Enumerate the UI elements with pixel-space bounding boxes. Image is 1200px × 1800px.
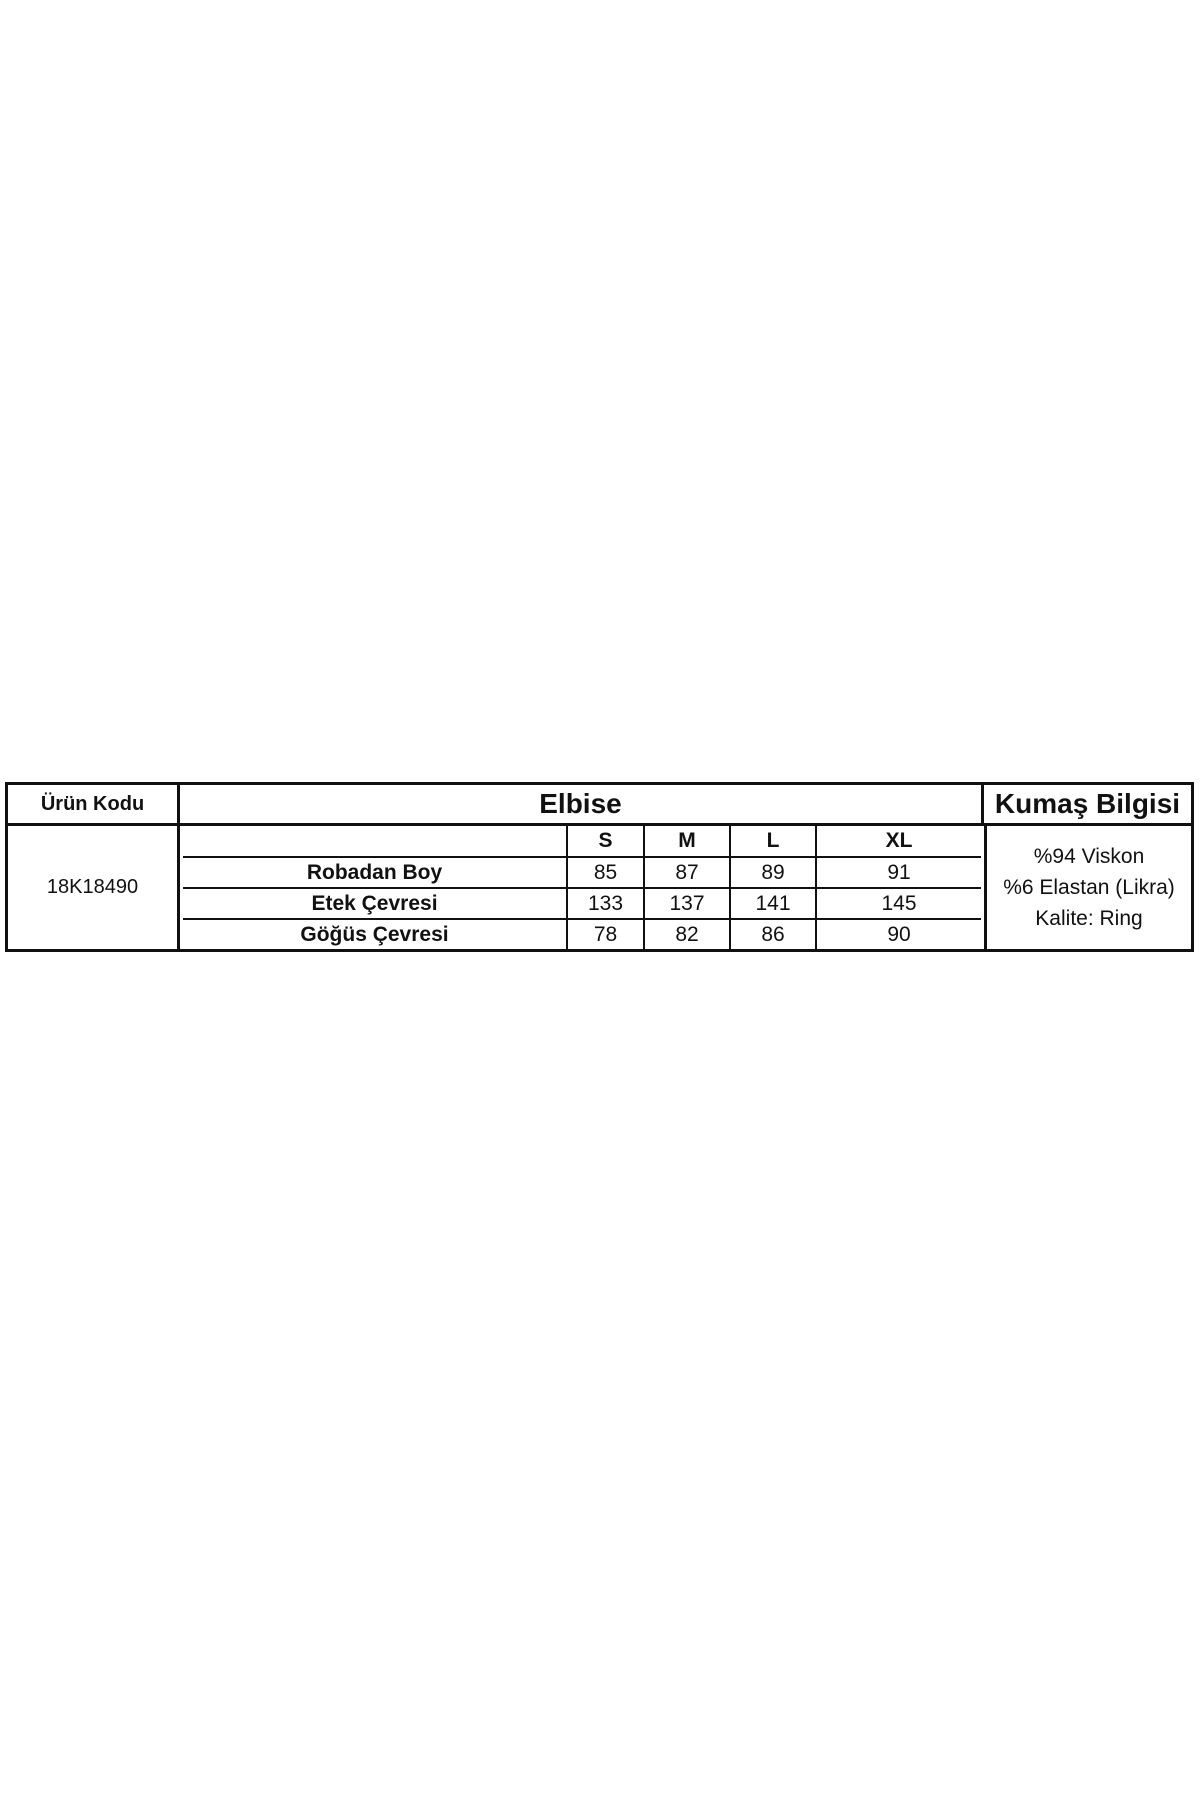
cell-value: 137	[645, 889, 731, 918]
cell-value: 78	[568, 920, 645, 949]
row-label: Göğüs Çevresi	[183, 920, 568, 949]
measurement-grid	[183, 826, 981, 949]
fabric-info	[984, 826, 1191, 949]
fabric-info-header: Kumaş Bilgisi	[984, 785, 1191, 826]
size-header-xl: XL	[885, 829, 913, 852]
size-header-row	[183, 826, 981, 858]
cell-value: 89	[731, 858, 817, 887]
fabric-line-viscose: %94 Viskon	[1033, 845, 1145, 868]
fabric-line-elastane: %6 Elastan (Likra)	[1003, 876, 1175, 899]
cell-value: 86	[731, 920, 817, 949]
cell-value: 90	[887, 922, 911, 946]
row-label: Etek Çevresi	[183, 889, 568, 918]
cell-value: 141	[731, 889, 817, 918]
table-row	[183, 920, 981, 949]
size-header-s: S	[568, 826, 645, 856]
table-row	[183, 889, 981, 920]
cell-value: 133	[568, 889, 645, 918]
size-chart-table	[5, 782, 1194, 952]
fabric-line-quality: Kalite: Ring	[1035, 907, 1143, 930]
size-header-blank	[183, 826, 568, 856]
cell-value: 85	[568, 858, 645, 887]
product-code-header: Ürün Kodu	[8, 785, 180, 826]
row-label: Robadan Boy	[183, 858, 568, 887]
cell-value: 82	[645, 920, 731, 949]
table-row	[183, 858, 981, 889]
size-header-m: M	[645, 826, 731, 856]
cell-value: 87	[645, 858, 731, 887]
cell-value: 91	[887, 860, 911, 884]
product-code-value: 18K18490	[8, 826, 180, 949]
size-header-l: L	[731, 826, 817, 856]
cell-value: 145	[881, 891, 917, 915]
product-name-header: Elbise	[180, 785, 984, 826]
